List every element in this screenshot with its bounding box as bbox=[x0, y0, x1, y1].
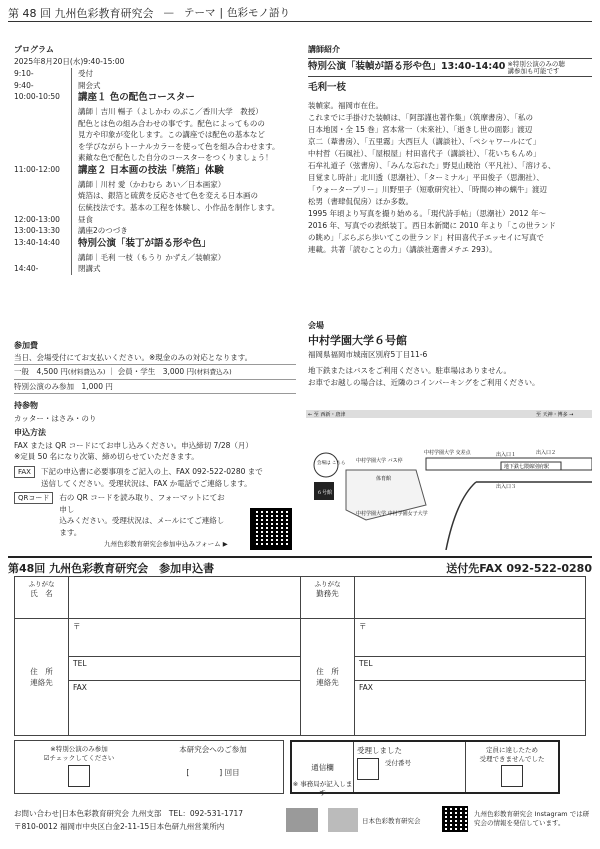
qr-code[interactable] bbox=[250, 508, 292, 550]
program-detail: 素敵な色で配色した自分のコースターをつくりましょう！ bbox=[78, 153, 273, 163]
apply-fax bbox=[14, 466, 296, 489]
program-item bbox=[14, 91, 296, 164]
bio-line: 装幀家。福岡市在住。 bbox=[308, 100, 383, 110]
bio-line: 京二（葦書房）、「五里霧」大西巨人（講談社）、「ペシャワールにて」 bbox=[308, 136, 541, 146]
office-label: 通信欄 bbox=[311, 763, 334, 772]
program-time: 10:00-10:50 bbox=[14, 92, 60, 102]
venue-address: 福岡県福岡市城南区別府5丁目11-6 bbox=[308, 350, 428, 360]
fee-note: 当日、会場受付にてお支払いください。※現金のみの対応となります。 bbox=[14, 353, 253, 363]
program-title: 受付 bbox=[78, 69, 93, 79]
speaker-heading: 講師紹介 bbox=[308, 45, 340, 54]
address-label: 住 所 連絡先 bbox=[15, 619, 69, 736]
form-fax: 送付先FAX 092-522-0280 bbox=[446, 562, 592, 575]
program-heading: プログラム bbox=[14, 45, 54, 54]
program-title: 講座2のつづき bbox=[78, 226, 128, 236]
bio-line: の眺め」「ぶらぶら歩いてこの世ランド」村田喜代子エッセイに写真で bbox=[308, 232, 544, 242]
venue-note-2: お車でお越しの場合は、近隣のコインパーキングをご利用ください。 bbox=[308, 377, 540, 387]
program-title: 閉講式 bbox=[78, 264, 101, 274]
participation-box: ※特別公演のみ参加 ☑チェックしてください 本研究会へのご参加 [ ] 回目 bbox=[14, 740, 284, 794]
program-time: 14:40- bbox=[14, 264, 39, 274]
office-box bbox=[290, 740, 560, 797]
bio-line: これまでに手掛けた装幀は、「阿部謹也著作集」（筑摩書房）、「私の bbox=[308, 112, 533, 122]
program-item bbox=[14, 225, 296, 237]
instagram-text: 九州色彩教育研究会 Instagram では研究会の情報を発信しています。 bbox=[474, 810, 590, 828]
special-label: ※特別公演のみ参加 bbox=[50, 745, 108, 753]
office-note: ※ 事務局が記入します bbox=[292, 780, 353, 797]
speaker-name: 毛利一枝 bbox=[308, 82, 347, 94]
bio-line: 中村哲（石風社）、「屋根屋」村田喜代子（講談社）、「花いちもんめ」 bbox=[308, 148, 541, 158]
full-checkbox[interactable] bbox=[501, 765, 523, 787]
program-item bbox=[14, 263, 296, 275]
fee-member-note: (材料費込み) bbox=[194, 368, 232, 377]
program-detail: 講師｜吉川 暢子（よしかわ のぶこ／香川大学 教授） bbox=[78, 106, 263, 116]
furigana-label-2: ふりがな bbox=[314, 580, 341, 588]
apply-line1: FAX または QR コードにてお申し込みください。申込締切 7/28（月） bbox=[14, 440, 253, 450]
venue-section bbox=[308, 320, 592, 388]
program-time: 9:10- bbox=[14, 69, 34, 79]
theme-text: 色彩モノ語り bbox=[227, 7, 290, 19]
fax-field-2[interactable]: FAX bbox=[359, 683, 373, 692]
map-exit2: 出入口２ bbox=[536, 450, 557, 456]
received-label: 受理しました bbox=[357, 746, 402, 755]
bio-line: 1995 年頃より写真を撮り始める。「現代詩手帖」（思潮社）2012 年〜 bbox=[308, 208, 546, 218]
org-label: 勤務先 bbox=[316, 589, 339, 598]
fax-field[interactable]: FAX bbox=[73, 683, 87, 692]
tel-field[interactable]: TEL bbox=[69, 657, 300, 681]
fee-heading: 参加費 bbox=[14, 341, 38, 350]
program-item bbox=[14, 68, 296, 80]
bio-line: 連載。共著「読むことの力」（講談社選書メチエ 293）。 bbox=[308, 244, 497, 254]
fax-text-2: 送信してください。受理状況は、FAX か電話でご連絡します。 bbox=[40, 478, 252, 488]
map-exit3: 出入口３ bbox=[496, 484, 517, 490]
logo-mark-2 bbox=[328, 808, 358, 832]
name-label: 氏 名 bbox=[30, 589, 53, 598]
page-header: 第 48 回 九州色彩教育研究会 — テーマ | 色彩モノ語り bbox=[8, 4, 592, 22]
program-detail: 伝統技法です。基本の工程を体験し、小作品を制作します。 bbox=[78, 203, 280, 213]
theme-label: テーマ bbox=[184, 7, 216, 19]
fee-member: 会員・学生 3,000 円 bbox=[117, 367, 195, 377]
contact-address: 〒810-0012 福岡市中央区白金2-11-15日本色研九州営業所内 bbox=[14, 821, 225, 831]
program-date: 2025年8月20日(水)9:40-15:00 bbox=[14, 57, 125, 67]
speaker-note: ※特別公演のみの聴講参加も可能です bbox=[507, 59, 565, 75]
qr-caption: 九州色彩教育研究会参加申込みフォーム ▶ bbox=[104, 539, 228, 548]
fee-general: 一般 4,500 円 bbox=[14, 367, 68, 377]
org-logo-text: 日本色彩教育研究会 bbox=[362, 817, 421, 825]
program-title: 開会式 bbox=[78, 80, 101, 90]
program-title: 講座１ 色の配色コースター bbox=[78, 92, 195, 104]
bio-line: 日本地図・全 15 巻」宮本常一（未來社）、「逝きし世の面影」渡辺 bbox=[308, 124, 533, 134]
fee-general-row: 一般 4,500 円(材料費込み) ｜ 会員・学生 3,000 円(材料費込み) bbox=[14, 364, 296, 380]
bio-line: 石牟礼道子（弦書房）、「みんな忘れた」野見山暁治（平凡社）、「溶ける、 bbox=[308, 160, 556, 170]
map-gym: 体育館 bbox=[376, 476, 392, 482]
postal-field[interactable]: 〒 bbox=[69, 619, 300, 657]
bio-line: 2016 年、写真での表紙装丁。西日本新聞に 2010 年より「この世ランド bbox=[308, 220, 556, 230]
bio-line: 「ウォータープリー」川野里子（短歌研究社）、「時間の神の蝋牛」渡辺 bbox=[308, 184, 548, 194]
program-time: 9:40- bbox=[14, 80, 34, 90]
program-item bbox=[14, 237, 296, 263]
name-field[interactable] bbox=[69, 577, 301, 619]
postal-field-2[interactable]: 〒 bbox=[355, 619, 585, 657]
full-label: 定員に達したため 受理できませんでした bbox=[479, 746, 545, 763]
contact-info: お問い合わせ|日本色彩教育研究会 九州支部 TEL：092-531-1717 bbox=[14, 809, 244, 818]
program-detail: 見方や印象が変化します。この講座では配色の基本など bbox=[78, 130, 265, 140]
program-item bbox=[14, 164, 296, 214]
program-title: 特別公演「装丁が語る形や色」 bbox=[78, 237, 212, 249]
form-header bbox=[8, 556, 592, 576]
times-label: 回目 bbox=[224, 768, 240, 777]
map-intersect: 中村学園大学 交差点 bbox=[424, 450, 471, 456]
program-item bbox=[14, 80, 296, 92]
program-title: 講座２ 日本画の技法「焼箔」体験 bbox=[78, 165, 224, 177]
program-time: 13:40-14:40 bbox=[14, 237, 60, 247]
org-field[interactable] bbox=[355, 577, 586, 619]
tel-field-2[interactable]: TEL bbox=[355, 657, 585, 681]
venue-note-1: 地下鉄またはバスをご利用ください。駐車場はありません。 bbox=[308, 366, 511, 376]
qr-label: QRコード bbox=[14, 492, 53, 504]
venue-map bbox=[306, 410, 592, 550]
application-form bbox=[14, 576, 586, 736]
program-detail: 焼箔は、銀箔と硫黄を反応させて色を変える日本画の bbox=[78, 191, 258, 201]
bring-heading: 持参物 bbox=[14, 401, 38, 411]
speaker-bio bbox=[308, 100, 592, 256]
header-divider: — bbox=[163, 6, 174, 19]
venue-name: 中村学園大学６号館 bbox=[308, 334, 407, 348]
bio-line: 目覚まし時計」北川透（思潮社）、「ターミナル」平田俊子（思潮社）、 bbox=[308, 172, 544, 182]
map-subway: 地下鉄七隈線別府駅 bbox=[504, 464, 550, 470]
program-detail: 講師｜毛利 一枝（もうり かずえ／装幀家） bbox=[78, 252, 226, 262]
map-dir-right: 至 天神・博多 → bbox=[536, 412, 574, 418]
event-title: 第 48 回 九州色彩教育研究会 bbox=[8, 6, 154, 20]
apply-line2: ※定員 50 名になり次第、締め切らせていただきます。 bbox=[14, 452, 199, 462]
speaker-section bbox=[308, 44, 592, 256]
map-bldg6: ６号館 bbox=[317, 490, 333, 496]
fee-general-note: (材料費込み) bbox=[67, 368, 106, 377]
map-campus: 中村学園大学 中村学園女子大学 bbox=[356, 511, 428, 517]
map-dir-left: ← 至 西新・唐津 bbox=[308, 412, 346, 418]
program-detail: 配色とは色の組み合わせの事です。配色によってものの bbox=[78, 118, 265, 128]
map-bus: 中村学園大学 バス停 bbox=[356, 458, 403, 464]
fax-text-1: 下記の申込書に必要事項をご記入の上、FAX 092-522-0280 まで bbox=[40, 466, 263, 476]
check-label: ☑チェックしてください bbox=[43, 754, 115, 762]
program-detail: を学びながらトーナルカラーを使って色を組み合わせます。 bbox=[78, 141, 280, 151]
bio-line: 松男（書肆侃侃房）ほか多数。 bbox=[308, 196, 413, 206]
venue-heading: 会場 bbox=[308, 321, 324, 330]
program-time: 13:00-13:30 bbox=[14, 226, 60, 236]
program-time: 12:00-13:00 bbox=[14, 214, 60, 224]
instagram-qr[interactable] bbox=[442, 806, 468, 832]
fee-special: 特別公演のみ参加 1,000 円 bbox=[14, 380, 296, 395]
qr-text-1: 右の QR コードを読み取り、フォーマットにてお申し bbox=[59, 493, 225, 514]
map-here: 会場は こちら bbox=[317, 461, 346, 466]
program-detail: 講師｜川村 愛（かわむら あい／日本画家） bbox=[78, 179, 226, 189]
program-list bbox=[14, 68, 296, 275]
qr-text-2: 込みください。受理状況は、メールにてご連絡します。 bbox=[59, 516, 225, 538]
attend-label: 本研究会へのご参加 bbox=[179, 745, 247, 754]
receipt-label: 受付番号 bbox=[385, 759, 411, 767]
logo-mark-1 bbox=[286, 808, 318, 832]
form-title: 第48回 九州色彩教育研究会 参加申込書 bbox=[8, 562, 215, 575]
map-exit1: 出入口１ bbox=[496, 452, 517, 458]
footer-contact bbox=[14, 808, 294, 834]
program-section bbox=[14, 44, 296, 275]
fax-label: FAX bbox=[14, 466, 35, 478]
address-label-2: 住 所 連絡先 bbox=[301, 619, 355, 736]
program-time: 11:00-12:00 bbox=[14, 165, 60, 175]
bring-text: カッター・はさみ・のり bbox=[14, 413, 97, 423]
program-title: 昼食 bbox=[78, 214, 93, 224]
furigana-label: ふりがな bbox=[28, 580, 55, 588]
program-item bbox=[14, 214, 296, 226]
special-checkbox[interactable] bbox=[68, 765, 90, 787]
apply-heading: 申込方法 bbox=[14, 428, 46, 438]
speaker-title: 特別公演「装幀が語る形や色」13:40-14:40 bbox=[308, 61, 506, 73]
received-checkbox[interactable] bbox=[357, 758, 379, 780]
